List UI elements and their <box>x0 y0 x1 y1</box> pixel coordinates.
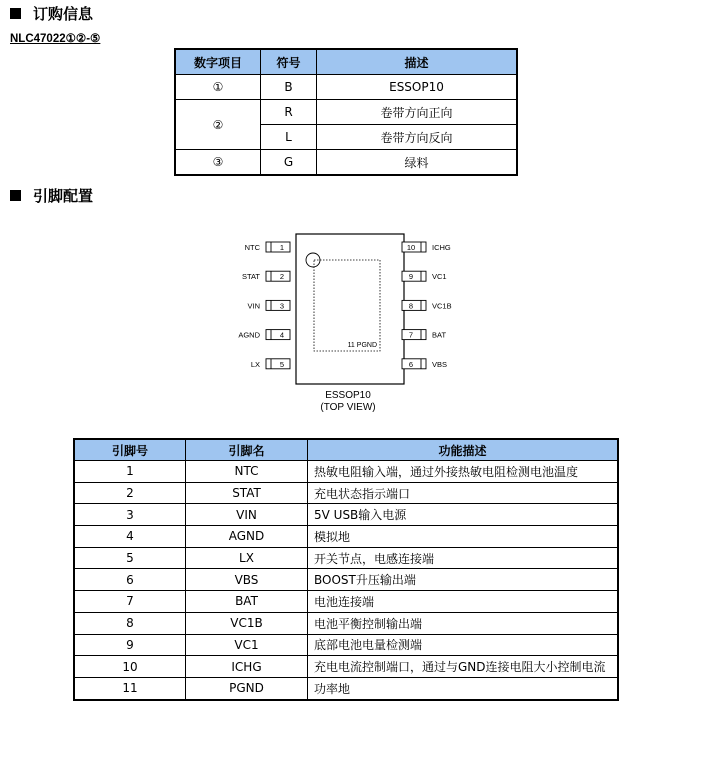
table-row <box>74 656 618 678</box>
pin-name-cell: VBS <box>186 569 308 591</box>
section-title: 引脚配置 <box>33 187 94 205</box>
section-title: 订购信息 <box>33 5 94 23</box>
pin-desc-cell: 充电电流控制端口，通过与GND连接电阻大小控制电流 <box>308 656 619 678</box>
symbol-cell: B <box>261 75 317 100</box>
pin-desc-cell: 模拟地 <box>308 526 619 548</box>
pin-desc-cell: 开关节点，电感连接端 <box>308 547 619 569</box>
pin-name: ICHG <box>432 243 451 252</box>
pin-number: 3 <box>279 301 285 311</box>
table-row <box>74 461 618 483</box>
pin-name: STAT <box>241 272 260 282</box>
header-cell: 功能描述 <box>308 439 619 461</box>
pin-number: 2 <box>279 272 285 282</box>
pin-box <box>266 300 290 310</box>
table-row <box>74 677 618 699</box>
section-heading-pinout <box>10 185 93 206</box>
left-pin-group <box>238 242 290 369</box>
pin-name: BAT <box>432 330 447 340</box>
table-row <box>74 482 618 504</box>
pin-box <box>266 242 290 252</box>
pin-desc-cell: 充电状态指示端口 <box>308 482 619 504</box>
pin-number: 5 <box>279 359 285 369</box>
pin-name-cell: STAT <box>186 482 308 504</box>
part-number: NLC47022①②-⑤ <box>10 33 101 45</box>
pin-desc-cell: 5V USB输入电源 <box>308 504 619 526</box>
header-cell: 引脚名 <box>186 439 308 461</box>
pin-desc-cell: 热敏电阻输入端，通过外接热敏电阻检测电池温度 <box>308 461 619 483</box>
table-row <box>175 100 517 125</box>
pin-box <box>402 271 426 281</box>
pin-name-cell: ICHG <box>186 656 308 678</box>
pin-desc-cell: 电池平衡控制输出端 <box>308 612 619 634</box>
table-row <box>74 569 618 591</box>
pin-box <box>402 300 426 310</box>
pin-number-cell: 7 <box>74 591 186 613</box>
pin-name: LX <box>250 359 260 369</box>
pin-number-cell: 10 <box>74 656 186 678</box>
desc-cell: 卷带方向正向 <box>317 100 518 125</box>
header-cell: 数字项目 <box>175 49 261 75</box>
table-row <box>175 150 517 176</box>
package-body <box>296 234 404 384</box>
desc-cell: 卷带方向反向 <box>317 125 518 150</box>
pin-name: VC1 <box>432 272 447 282</box>
pin-box <box>266 330 290 340</box>
symbol-cell: L <box>261 125 317 150</box>
pin-box <box>402 359 426 369</box>
table-row <box>74 504 618 526</box>
pin-desc-cell: 底部电池电量检测端 <box>308 634 619 656</box>
pin-number: 9 <box>408 272 414 282</box>
table-row <box>175 75 517 100</box>
pad-label: 11 PGND <box>347 342 377 349</box>
pin-number: 8 <box>408 301 414 311</box>
pin-name-cell: VC1B <box>186 612 308 634</box>
pin-name-cell: LX <box>186 547 308 569</box>
table-header-row <box>74 439 618 461</box>
pin-desc-cell: 功率地 <box>308 677 619 699</box>
pin-name: AGND <box>238 330 260 340</box>
pin-name-cell: BAT <box>186 591 308 613</box>
pin-number: 4 <box>279 330 285 340</box>
pin-number-cell: 11 <box>74 677 186 699</box>
package-caption-name: ESSOP10 <box>325 390 371 401</box>
pin-number-cell: 2 <box>74 482 186 504</box>
table-header-row <box>175 49 517 75</box>
pin-desc-cell: BOOST升压输出端 <box>308 569 619 591</box>
pin-number-cell: 5 <box>74 547 186 569</box>
table-row <box>74 634 618 656</box>
pin-desc-cell: 电池连接端 <box>308 591 619 613</box>
ordering-table <box>174 48 518 176</box>
pin-number-cell: 8 <box>74 612 186 634</box>
pin-number-cell: 3 <box>74 504 186 526</box>
pin-name-cell: AGND <box>186 526 308 548</box>
pin-number: 7 <box>408 330 414 340</box>
right-pin-group <box>402 242 452 369</box>
pin-name: NTC <box>244 243 260 252</box>
desc-cell: 绿料 <box>317 150 518 176</box>
table-row <box>74 526 618 548</box>
pin-box <box>266 271 290 281</box>
pin-table <box>73 438 619 701</box>
pin-number: 10 <box>406 243 416 252</box>
header-cell: 引脚号 <box>74 439 186 461</box>
pin-name-cell: PGND <box>186 677 308 699</box>
section-heading-ordering <box>10 3 93 24</box>
pin-number-cell: 4 <box>74 526 186 548</box>
pin-number-cell: 6 <box>74 569 186 591</box>
item-cell: ① <box>175 75 261 100</box>
item-cell: ③ <box>175 150 261 176</box>
symbol-cell: R <box>261 100 317 125</box>
square-bullet-icon <box>10 8 21 19</box>
table-row <box>74 591 618 613</box>
header-cell: 描述 <box>317 49 518 75</box>
pin-number: 6 <box>408 359 414 369</box>
pin-number-cell: 1 <box>74 461 186 483</box>
table-row <box>74 612 618 634</box>
symbol-cell: G <box>261 150 317 176</box>
pin-number-cell: 9 <box>74 634 186 656</box>
pin-number: 1 <box>279 243 285 252</box>
pin-name-cell: VIN <box>186 504 308 526</box>
item-cell: ② <box>175 100 261 150</box>
pin-name-cell: VC1 <box>186 634 308 656</box>
pin-name-cell: NTC <box>186 461 308 483</box>
desc-cell: ESSOP10 <box>317 75 518 100</box>
header-cell: 符号 <box>261 49 317 75</box>
pin-box <box>266 359 290 369</box>
pin-name: VC1B <box>432 301 452 311</box>
package-caption-view: (TOP VIEW) <box>320 402 376 413</box>
pin-box <box>402 330 426 340</box>
table-row <box>74 547 618 569</box>
pin-name: VBS <box>432 359 448 369</box>
square-bullet-icon <box>10 190 21 201</box>
pin-name: VIN <box>247 301 260 311</box>
